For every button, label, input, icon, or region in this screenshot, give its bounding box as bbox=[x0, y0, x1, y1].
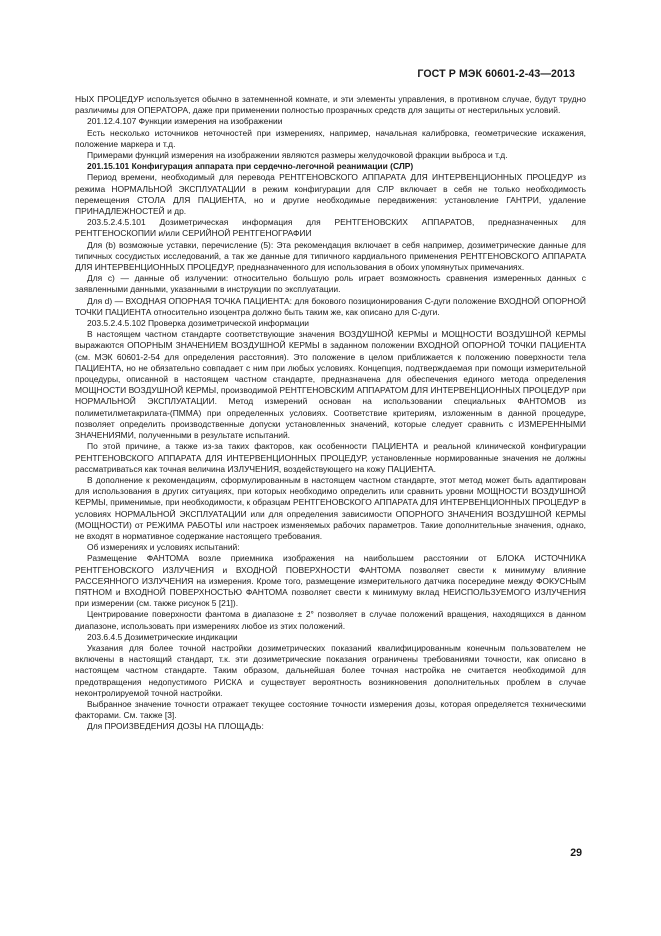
paragraph: Выбранное значение точности отражает текущее состояние точности измерения дозы, которая определяется техническими факторами. См. также [3]. bbox=[75, 698, 586, 721]
paragraph: В настоящем частном стандарте соответствующие значения ВОЗДУШНОЙ КЕРМЫ и МОЩНОСТИ ВОЗДУШНОЙ КЕРМЫ выражаются ОПОРНЫМ ЗНАЧЕНИЕМ ВОЗДУШНОЙ КЕРМЫ в заданном положении ВХОДНОЙ ОПОРНОЙ ТОЧКИ ПАЦИЕНТА (см. МЭК 60601-2-54 для определения расстояния). Это положение в целом приближается к положению поверхности тела ПАЦИЕНТА, но не обязательно совпадает с ним при любых условиях. Концепция, подтверждаемая при помощи измерительной процедуры, описанной в настоящем частном стандарте, предназначена для обеспечения единого метода определения МОЩНОСТИ ВОЗДУШНОЙ КЕРМЫ, производимой РЕНТГЕНОВСКИМ АППАРАТОМ ДЛЯ ИНТЕРВЕНЦИОННЫХ ПРОЦЕДУР при НОРМАЛЬНОЙ ЭКСПЛУАТАЦИИ. Метод измерений основан на использовании специальных ФАНТОМОВ из полиметилметакрилата-(ПММА) при определенных условиях. Соответствие критериям, изложенным в данной процедуре, позволяет определить производственные допуски установленных значений, которые следует сравнить с ИЗМЕРЕННЫМИ ЗНАЧЕНИЯМИ, полученными в результате испытаний. bbox=[75, 329, 586, 441]
paragraph: Примерами функций измерения на изображении являются размеры желудочковой фракции выброса и т.д. bbox=[87, 150, 508, 161]
paragraph: Для ПРОИЗВЕДЕНИЯ ДОЗЫ НА ПЛОЩАДЬ: bbox=[87, 721, 264, 732]
paragraph: По этой причине, а также из-за таких факторов, как особенности ПАЦИЕНТА и реальной клинической конфигурации РЕНТГЕНОВСКОГО АППАРАТА ДЛЯ ИНТЕРВЕНЦИОННЫХ ПРОЦЕДУР, установленные нормированные значения не должны рассматриваться как точная величина ИЗЛУЧЕНИЯ, воздействующего на кожу ПАЦИЕНТА. bbox=[75, 441, 586, 474]
page-number: 29 bbox=[570, 847, 582, 859]
paragraph: 203.6.4.5 Дозиметрические индикации bbox=[87, 631, 238, 642]
section-heading: 201.15.101 Конфигурация аппарата при сердечно-легочной реанимации (СЛР) bbox=[87, 161, 414, 172]
paragraph: 203.5.2.4.5.101 Дозиметрическая информация для РЕНТГЕНОВСКИХ АППАРАТОВ, предназначенных для РЕНТГЕНОСКОПИИ и/или СЕРИЙНОЙ РЕНТГЕНОГРАФИИ bbox=[75, 217, 586, 239]
paragraph: Указания для более точной настройки дозиметрических показаний квалифицированным конечным пользователем не включены в настоящий стандарт, т.к. эти дозиметрические показания ограничены требованиями точности, как описано в настоящем частном стандарте. Таким образом, дальнейшая более точная настройка не считается необходимой для предотвращения недопустимого РИСКА и существует вероятность возникновения дополнительных проблем в случае неконтролируемой точной настройки. bbox=[75, 642, 586, 698]
paragraph: Для (b) возможные уставки, перечисление (5): Эта рекомендация включает в себя например, дозиметрические данные для типичных сосудистых исследований, а так же данные для типичного кардиального применения РЕНТГЕНОВСКОГО АППАРАТА ДЛЯ ИНТЕРВЕНЦИОННЫХ ПРОЦЕДУР, предназначенного для использования в обоих упомянутых примечаниях. bbox=[75, 239, 586, 273]
paragraph: Для с) — данные об излучении: относительно большую роль играет возможность сравнения измеренных данных с заявленными данными, указанными в инструкции по эксплуатации. bbox=[75, 273, 586, 295]
paragraph: Центрирование поверхности фантома в диапазоне ± 2° позволяет в случае положений вращения, находящихся в данном диапазоне, использовать при измерениях любое из этих положений. bbox=[75, 609, 586, 631]
paragraph: Об измерениях и условиях испытаний: bbox=[87, 542, 240, 553]
document-body bbox=[75, 94, 586, 733]
paragraph: Для d) — ВХОДНАЯ ОПОРНАЯ ТОЧКА ПАЦИЕНТА: для бокового позиционирования С-дуги положение ВХОДНОЙ ОПОРНОЙ ТОЧКИ ПАЦИЕНТА относительно изоцентра должно быть таким же, как описано для С-дуги. bbox=[75, 295, 586, 317]
paragraph: НЫХ ПРОЦЕДУР используется обычно в затемненной комнате, и эти элементы управления, в противном случае, будут трудно различимы для ОПЕРАТОРА, даже при применении полностью прозрачных средств для защиты от нестерильных условий. bbox=[75, 94, 586, 116]
paragraph: Есть несколько источников неточностей при измерениях, например, начальная калибровка, геометрические искажения, положение маркера и т.д. bbox=[75, 127, 586, 149]
paragraph: Размещение ФАНТОМА возле приемника изображения на наибольшем расстоянии от БЛОКА ИСТОЧНИКА РЕНТГЕНОВСКОГО ИЗЛУЧЕНИЯ и ВХОДНОЙ ПОВЕРХНОСТИ ФАНТОМА позволяет свести к минимуму влияние РАССЕЯННОГО ИЗЛУЧЕНИЯ на измерения. Кроме того, размещение измерительного датчика посередине между ФОКУСНЫМ ПЯТНОМ и ВХОДНОЙ ПОВЕРХНОСТЬЮ ФАНТОМА позволяет свести к минимуму вклад НЕИСПОЛЬЗУЕМОГО ИЗЛУЧЕНИЯ при измерении (см. также рисунок 5 [21]). bbox=[75, 553, 586, 609]
paragraph: В дополнение к рекомендациям, сформулированным в настоящем частном стандарте, этот метод может быть адаптирован для использования в других ситуациях, при которых необходимо определить или сравнить уровни МОЩНОСТИ ВОЗДУШНОЙ КЕРМЫ, применимые, при необходимости, к образцам РЕНТГЕНОВСКОГО АППАРАТА ДЛЯ ИНТЕРВЕНЦИОННЫХ ПРОЦЕДУР в условиях НОРМАЛЬНОЙ ЭКСПЛУАТАЦИИ или для определения зависимости ОПОРНОГО ЗНАЧЕНИЯ ВОЗДУШНОЙ КЕРМЫ (МОЩНОСТИ) от РЕЖИМА РАБОТЫ или настроек изменяемых рабочих параметров. Такие дополнительные значения, однако, не входят в нормативное содержание настоящего требования. bbox=[75, 474, 586, 541]
paragraph: 203.5.2.4.5.102 Проверка дозиметрической информации bbox=[87, 318, 310, 329]
paragraph: Период времени, необходимый для перевода РЕНТГЕНОВСКОГО АППАРАТА ДЛЯ ИНТЕРВЕНЦИОННЫХ ПРОЦЕДУР из режима НОРМАЛЬНОЙ ЭКСПЛУАТАЦИИ в режим конфигурации для СЛР включает в себя не только необходимость перемещения СТОЛА ДЛЯ ПАЦИЕНТА, но и другие необходимые передвижения: установление ГАНТРИ, удаление ПРИНАДЛЕЖНОСТЕЙ и др. bbox=[75, 172, 586, 217]
paragraph: 201.12.4.107 Функции измерения на изображении bbox=[87, 116, 283, 127]
document-header: ГОСТ Р МЭК 60601-2-43—2013 bbox=[417, 68, 575, 80]
